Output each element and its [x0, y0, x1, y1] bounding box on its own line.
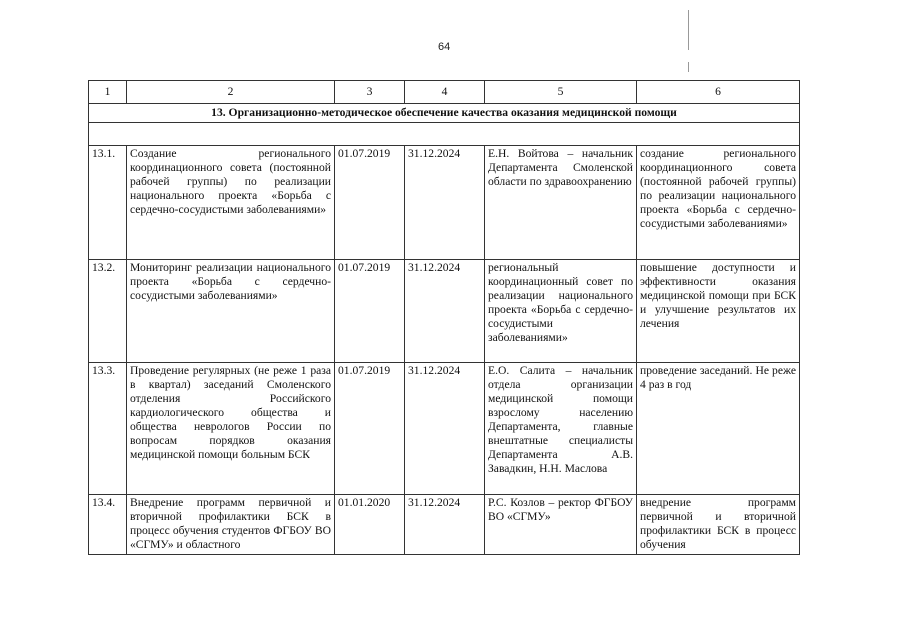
end-date-cell: 31.12.2024 — [405, 260, 485, 363]
result-cell: внедрение программ первичной и вторичной профилактики БСК в процесс обучения — [637, 495, 800, 555]
spacer-row — [89, 123, 800, 146]
section-header-row — [89, 104, 800, 123]
column-number: 6 — [637, 81, 800, 104]
end-date-cell: 31.12.2024 — [405, 495, 485, 555]
item-number: 13.3. — [89, 363, 127, 495]
page-number: 64 — [438, 41, 451, 53]
scan-artifact-line — [688, 10, 689, 50]
end-date-cell: 31.12.2024 — [405, 363, 485, 495]
item-number: 13.2. — [89, 260, 127, 363]
responsible-cell: региональный координационный совет по реализации национального проекта «Борьба с сердечно-сосудистыми заболеваниями» — [485, 260, 637, 363]
column-number-row — [89, 81, 800, 104]
start-date-cell: 01.07.2019 — [335, 146, 405, 260]
start-date-cell: 01.01.2020 — [335, 495, 405, 555]
table-row — [89, 146, 800, 260]
activity-cell: Создание регионального координационного совета (постоянной рабочей группы) по реализации национального проекта «Борьба с сердечно-сосудистыми заболеваниями» — [127, 146, 335, 260]
item-number: 13.1. — [89, 146, 127, 260]
table-row — [89, 363, 800, 495]
scan-artifact-line — [688, 62, 689, 72]
responsible-cell: Р.С. Козлов – ректор ФГБОУ ВО «СГМУ» — [485, 495, 637, 555]
table-row — [89, 260, 800, 363]
end-date-cell: 31.12.2024 — [405, 146, 485, 260]
result-cell: повышение доступности и эффективности оказания медицинской помощи при БСК и улучшение результатов их лечения — [637, 260, 800, 363]
start-date-cell: 01.07.2019 — [335, 363, 405, 495]
section-title: 13. Организационно-методическое обеспечение качества оказания медицинской помощи — [89, 104, 800, 123]
result-cell: проведение заседаний. Не реже 4 раз в год — [637, 363, 800, 495]
item-number: 13.4. — [89, 495, 127, 555]
responsible-cell: Е.Н. Войтова – начальник Департамента Смоленской области по здравоохранению — [485, 146, 637, 260]
column-number: 1 — [89, 81, 127, 104]
activity-cell: Внедрение программ первичной и вторичной профилактики БСК в процесс обучения студентов ФГБОУ ВО «СГМУ» и областного — [127, 495, 335, 555]
empty-cell — [89, 123, 800, 146]
activity-cell: Проведение регулярных (не реже 1 раза в квартал) заседаний Смоленского отделения Российского кардиологического общества и общества неврологов России по вопросам порядков оказания медицинской помощи больным БСК — [127, 363, 335, 495]
result-cell: создание регионального координационного совета (постоянной рабочей группы) по реализации национального проекта «Борьба с сердечно-сосудистыми заболеваниями» — [637, 146, 800, 260]
column-number: 5 — [485, 81, 637, 104]
column-number: 3 — [335, 81, 405, 104]
responsible-cell: Е.О. Салита – начальник отдела организации медицинской помощи взрослому населению Департамента, главные внештатные специалисты Департамента А.В. Завадкин, Н.Н. Маслова — [485, 363, 637, 495]
table-row — [89, 495, 800, 555]
column-number: 4 — [405, 81, 485, 104]
action-plan-table — [88, 80, 800, 555]
activity-cell: Мониторинг реализации национального проекта «Борьба с сердечно-сосудистыми заболеваниями» — [127, 260, 335, 363]
column-number: 2 — [127, 81, 335, 104]
start-date-cell: 01.07.2019 — [335, 260, 405, 363]
